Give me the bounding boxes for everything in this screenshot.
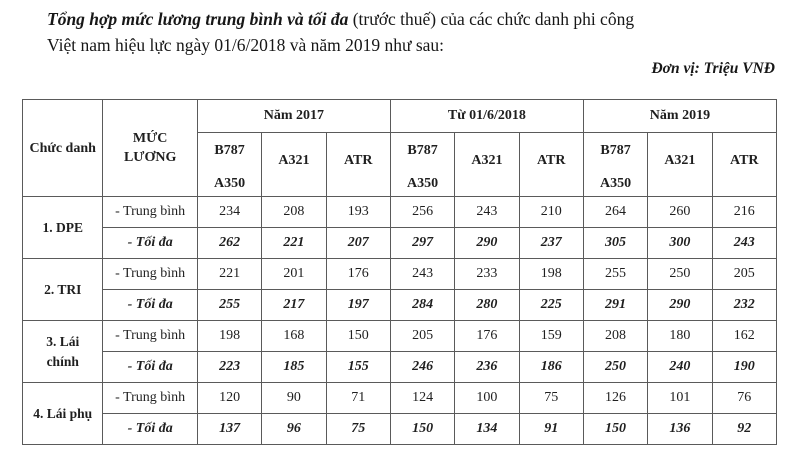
row-2-avg-4: 176 — [455, 321, 519, 352]
row-2-role-line1: 3. Lái — [46, 333, 80, 349]
row-3-max-5: 91 — [519, 414, 583, 445]
row-0-avg-4: 243 — [455, 197, 519, 228]
header-aircraft-7 — [648, 133, 712, 197]
row-2-max-2: 155 — [326, 352, 390, 383]
row-1-max-5: 225 — [519, 290, 583, 321]
row-3-max-2: 75 — [326, 414, 390, 445]
intro-line2: Việt nam hiệu lực ngày 01/6/2018 và năm 2019 như sau: — [47, 35, 445, 55]
row-1-max-8: 232 — [712, 290, 776, 321]
row-1-avg-3: 243 — [390, 259, 454, 290]
row-3-avg-8: 76 — [712, 383, 776, 414]
row-3-max-8: 92 — [712, 414, 776, 445]
row-0-max-8: 243 — [712, 228, 776, 259]
table-row — [23, 383, 777, 414]
row-0-max-4: 290 — [455, 228, 519, 259]
table-row — [23, 352, 777, 383]
table-row — [23, 290, 777, 321]
row-1-avg-1: 201 — [262, 259, 326, 290]
row-1-avg-5: 198 — [519, 259, 583, 290]
row-0-avg-5: 210 — [519, 197, 583, 228]
row-3-avg-4: 100 — [455, 383, 519, 414]
row-0-max-1: 221 — [262, 228, 326, 259]
row-2-avg-5: 159 — [519, 321, 583, 352]
header-aircraft-4 — [455, 133, 519, 197]
row-1-max-3: 284 — [390, 290, 454, 321]
header-aircraft-2-line1: ATR — [343, 152, 373, 168]
row-0-level-average: - Trung bình — [103, 197, 197, 228]
row-2-max-5: 186 — [519, 352, 583, 383]
row-3-avg-0: 120 — [197, 383, 261, 414]
header-aircraft-5 — [519, 133, 583, 197]
salary-table-container — [22, 99, 777, 445]
row-0-max-5: 237 — [519, 228, 583, 259]
row-1-role-line1: 2. TRI — [44, 281, 82, 297]
row-3-avg-3: 124 — [390, 383, 454, 414]
row-1-avg-2: 176 — [326, 259, 390, 290]
row-1-max-6: 291 — [583, 290, 647, 321]
row-2-max-7: 240 — [648, 352, 712, 383]
row-3-role — [23, 383, 103, 445]
row-2-max-0: 223 — [197, 352, 261, 383]
header-aircraft-3-line2: A350 — [407, 176, 439, 191]
header-aircraft-3-line1: B787 — [407, 143, 438, 158]
row-3-avg-6: 126 — [583, 383, 647, 414]
row-1-max-0: 255 — [197, 290, 261, 321]
header-level-line2: LƯƠNG — [123, 150, 177, 165]
row-3-avg-2: 71 — [326, 383, 390, 414]
table-header — [23, 100, 777, 197]
row-2-avg-1: 168 — [262, 321, 326, 352]
row-3-max-1: 96 — [262, 414, 326, 445]
row-0-avg-0: 234 — [197, 197, 261, 228]
row-0-avg-7: 260 — [648, 197, 712, 228]
row-3-max-0: 137 — [197, 414, 261, 445]
row-2-max-4: 236 — [455, 352, 519, 383]
row-3-max-7: 136 — [648, 414, 712, 445]
row-3-level-maximum: - Tối đa — [103, 414, 197, 445]
header-group-2018 — [390, 100, 583, 133]
header-group-2017-label: Năm 2017 — [263, 108, 325, 123]
row-2-avg-3: 205 — [390, 321, 454, 352]
header-aircraft-6-line1: B787 — [600, 143, 631, 158]
row-0-avg-6: 264 — [583, 197, 647, 228]
row-2-max-8: 190 — [712, 352, 776, 383]
row-0-avg-3: 256 — [390, 197, 454, 228]
header-aircraft-3 — [390, 133, 454, 197]
row-1-max-2: 197 — [326, 290, 390, 321]
row-0-max-0: 262 — [197, 228, 261, 259]
row-2-avg-0: 198 — [197, 321, 261, 352]
header-role — [23, 100, 103, 197]
row-0-avg-1: 208 — [262, 197, 326, 228]
row-1-avg-8: 205 — [712, 259, 776, 290]
row-0-max-3: 297 — [390, 228, 454, 259]
row-1-avg-4: 233 — [455, 259, 519, 290]
header-aircraft-4-line1: A321 — [471, 152, 503, 168]
header-level-line1: MỨC — [132, 131, 168, 146]
row-1-avg-0: 221 — [197, 259, 261, 290]
header-aircraft-0-line1: B787 — [214, 143, 245, 158]
row-1-max-4: 280 — [455, 290, 519, 321]
header-aircraft-8 — [712, 133, 776, 197]
row-2-level-maximum: - Tối đa — [103, 352, 197, 383]
row-1-level-average: - Trung bình — [103, 259, 197, 290]
header-group-2019-label: Năm 2019 — [649, 108, 711, 123]
table-row — [23, 321, 777, 352]
row-1-max-7: 290 — [648, 290, 712, 321]
row-3-level-average: - Trung bình — [103, 383, 197, 414]
header-aircraft-0-line2: A350 — [214, 176, 246, 191]
row-0-avg-2: 193 — [326, 197, 390, 228]
table-row — [23, 414, 777, 445]
row-1-avg-7: 250 — [648, 259, 712, 290]
row-2-max-6: 250 — [583, 352, 647, 383]
row-3-avg-1: 90 — [262, 383, 326, 414]
row-1-max-1: 217 — [262, 290, 326, 321]
intro-rest-line1: (trước thuế) của các chức danh phi công — [348, 9, 635, 29]
table-row — [23, 228, 777, 259]
row-2-avg-8: 162 — [712, 321, 776, 352]
row-2-avg-7: 180 — [648, 321, 712, 352]
row-2-role-line2: chính — [46, 353, 79, 369]
row-0-role — [23, 197, 103, 259]
row-1-avg-6: 255 — [583, 259, 647, 290]
header-group-2017 — [197, 100, 390, 133]
header-aircraft-0 — [197, 133, 261, 197]
salary-table — [22, 99, 777, 445]
header-aircraft-2 — [326, 133, 390, 197]
row-1-level-maximum: - Tối đa — [103, 290, 197, 321]
row-3-max-4: 134 — [455, 414, 519, 445]
row-3-avg-7: 101 — [648, 383, 712, 414]
row-1-role — [23, 259, 103, 321]
header-aircraft-5-line1: ATR — [536, 152, 566, 168]
header-row-groups — [23, 100, 777, 133]
row-3-max-6: 150 — [583, 414, 647, 445]
row-3-role-line1: 4. Lái phụ — [33, 405, 93, 421]
row-3-max-3: 150 — [390, 414, 454, 445]
table-row — [23, 197, 777, 228]
row-0-level-maximum: - Tối đa — [103, 228, 197, 259]
row-3-avg-5: 75 — [519, 383, 583, 414]
header-aircraft-6-line2: A350 — [599, 176, 632, 191]
table-body — [23, 197, 777, 445]
header-aircraft-7-line1: A321 — [664, 152, 696, 168]
document-intro-paragraph — [47, 6, 767, 58]
header-aircraft-8-line1: ATR — [730, 152, 759, 168]
intro-emphasis: Tổng hợp mức lương trung bình và tối đa — [47, 9, 349, 29]
header-role-label: Chức danh — [29, 140, 96, 156]
header-group-2018-label: Từ 01/6/2018 — [447, 108, 526, 123]
row-0-max-7: 300 — [648, 228, 712, 259]
row-0-role-line1: 1. DPE — [42, 219, 83, 235]
row-2-max-1: 185 — [262, 352, 326, 383]
row-2-role — [23, 321, 103, 383]
row-0-avg-8: 216 — [712, 197, 776, 228]
header-aircraft-1 — [262, 133, 326, 197]
table-row — [23, 259, 777, 290]
row-2-max-3: 246 — [390, 352, 454, 383]
header-group-2019 — [583, 100, 776, 133]
header-aircraft-6 — [583, 133, 647, 197]
row-2-avg-6: 208 — [583, 321, 647, 352]
header-level — [103, 100, 197, 197]
row-0-max-2: 207 — [326, 228, 390, 259]
row-2-level-average: - Trung bình — [103, 321, 197, 352]
row-0-max-6: 305 — [583, 228, 647, 259]
header-aircraft-1-line1: A321 — [278, 152, 310, 168]
row-2-avg-2: 150 — [326, 321, 390, 352]
unit-note: Đơn vị: Triệu VNĐ — [651, 60, 775, 77]
